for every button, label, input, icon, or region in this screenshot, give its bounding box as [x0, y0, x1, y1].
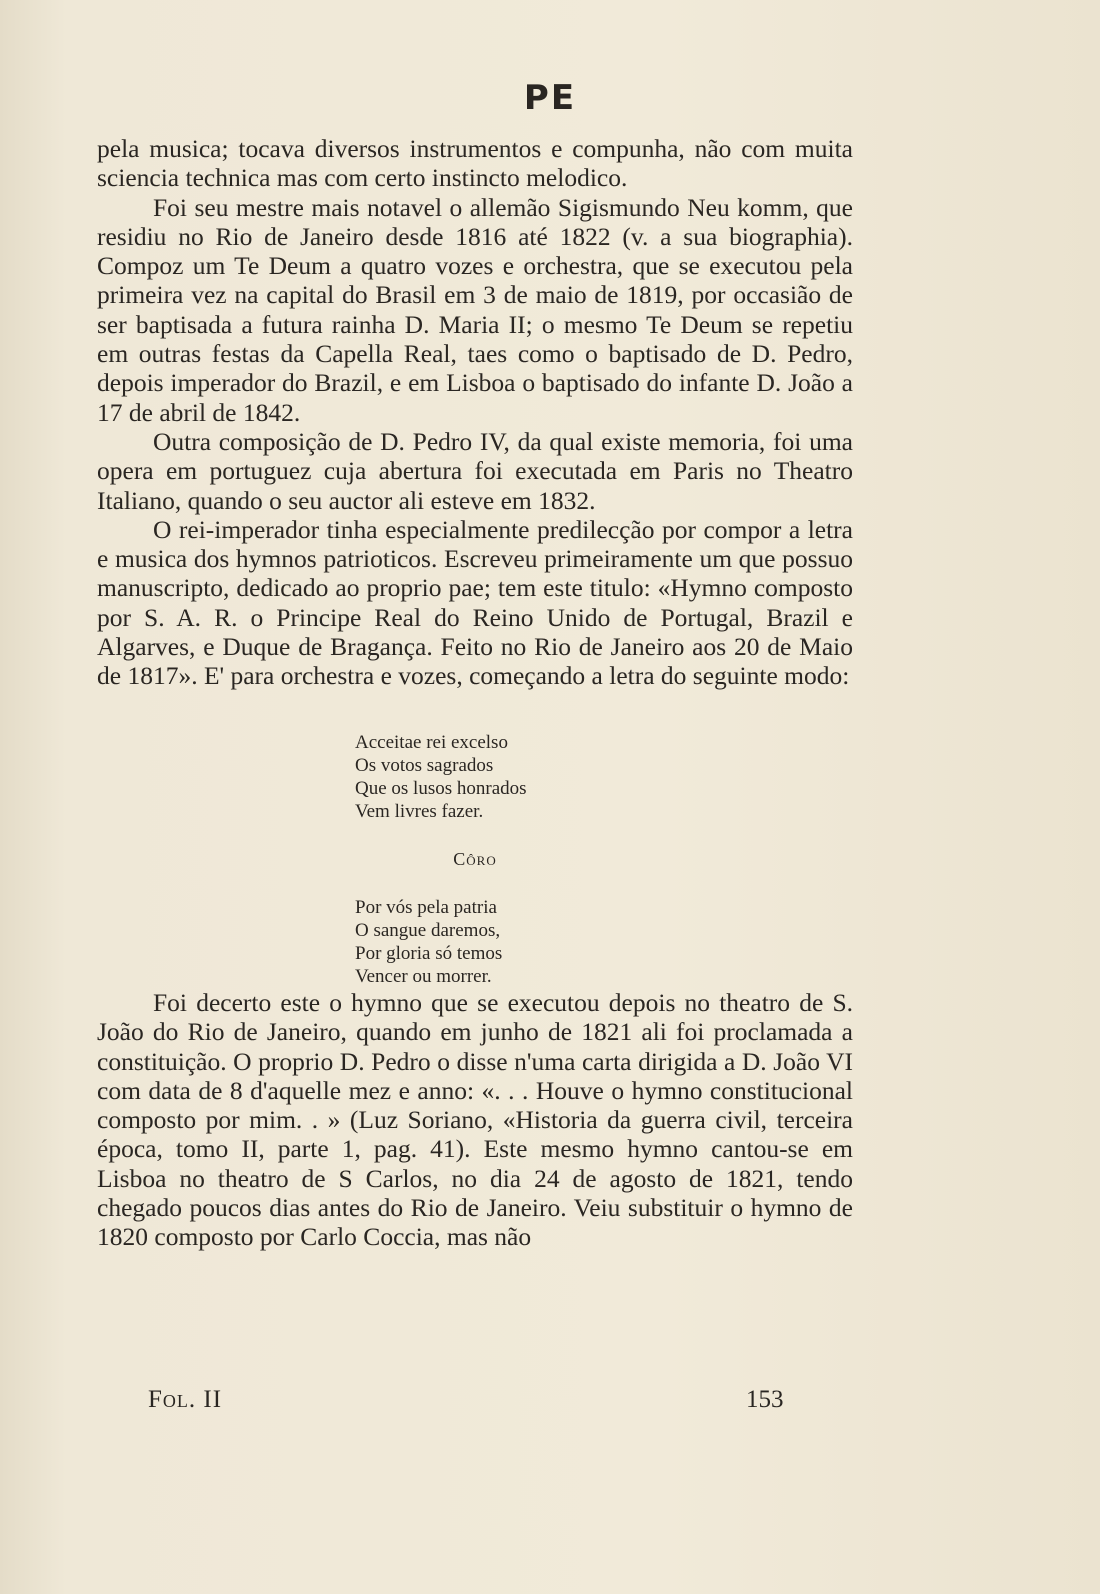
paragraph-4: O rei-imperador tinha especialmente predilecção por compor a letra e musica dos hymnos patrioticos. Escreveu primeiramente um que possuo manuscripto, dedicado ao proprio pae; tem este titulo: «Hymno composto por S. A. R. o Principe Real do Reino Unido de Portugal, Brazil e Algarves, e Duque de Bragança. Feito no Rio de Janeiro aos 20 de Maio de 1817». E' para orchestra e vozes, começando a letra do seguinte modo: [97, 514, 853, 691]
verse-line: Vem livres fazer. [355, 800, 484, 822]
hymn-verse-1 [355, 731, 853, 823]
paragraph-1: pela musica; tocava diversos instrumentos e compunha, não com muita sciencia technica mas com certo instincto melodico. [97, 134, 853, 193]
main-text [97, 134, 853, 1252]
verse-line: Os votos sagrados [355, 754, 494, 776]
paragraph-2: Foi seu mestre mais notavel o allemão Sigismundo Neu komm, que residiu no Rio de Janeiro desde 1816 até 1822 (v. a sua biographia). Compoz um Te Deum a quatro vozes e orchestra, que se executou pela primeira vez na capital do Brasil em 3 de maio de 1819, por occasião de ser baptisada a futura rainha D. Maria II; o mesmo Te Deum se repetiu em outras festas da Capella Real, taes como o baptisado de D. Pedro, depois imperador do Brazil, e em Lisboa o baptisado do infante D. João a 17 de abril de 1842. [97, 192, 853, 427]
paragraph-5: Foi decerto este o hymno que se executou depois no theatro de S. João do Rio de Janeiro, quando em junho de 1821 ali foi proclamada a constituição. O proprio D. Pedro o disse n'uma carta dirigida a D. João VI com data de 8 d'aquelle mez e anno: «. . . Houve o hymno constitucional composto por mim. . » (Luz Soriano, «Historia da guerra civil, terceira época, tomo II, parte 1, pag. 41). Este mesmo hymno cantou-se em Lisboa no theatro de S Carlos, no dia 24 de agosto de 1821, tendo chegado poucos dias antes do Rio de Janeiro. Veiu substituir o hymno de 1820 composto por Carlo Coccia, mas não [97, 987, 853, 1252]
paragraph-3: Outra composição de D. Pedro IV, da qual existe memoria, foi uma opera em portuguez cuja abertura foi executada em Paris no Theatro Italiano, quando o seu auctor ali esteve em 1832. [97, 426, 853, 515]
running-header: PE [523, 78, 577, 118]
coro-heading: Côro [453, 848, 497, 869]
verse-line: Por gloria só temos [355, 942, 503, 964]
verse-line: Vencer ou morrer. [355, 965, 492, 987]
footer-volume: Fol. II [148, 1386, 223, 1413]
hymn-verse-2 [355, 896, 853, 988]
verse-line: Que os lusos honrados [355, 777, 527, 799]
verse-line: Acceitae rei excelso [355, 731, 508, 753]
verse-line: O sangue daremos, [355, 919, 501, 941]
page-number: 153 [746, 1386, 784, 1413]
verse-line: Por vós pela patria [355, 896, 497, 918]
